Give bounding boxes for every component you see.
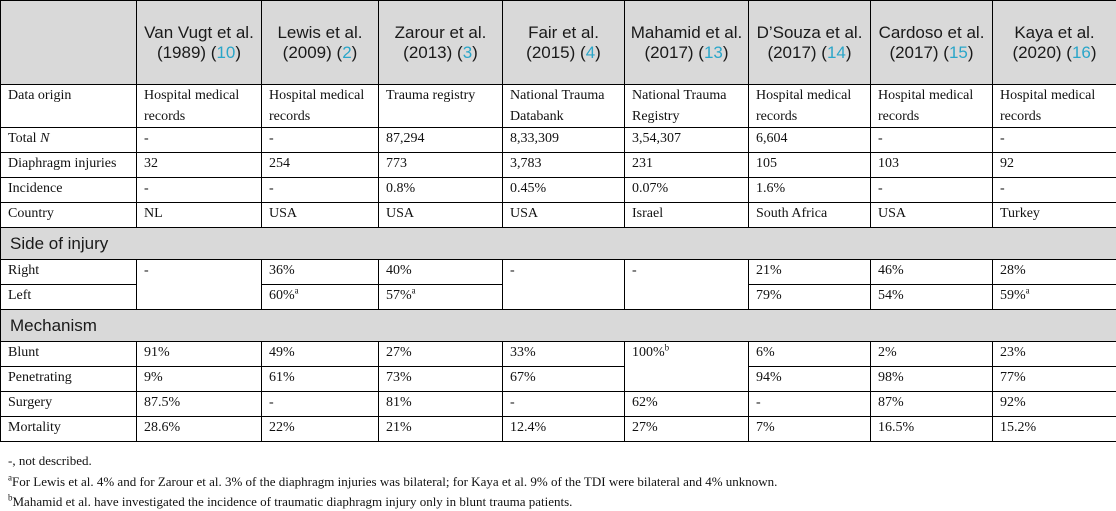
table-cell: 773 xyxy=(379,153,503,178)
table-cell: 40% xyxy=(379,260,503,285)
table-cell: USA xyxy=(503,203,625,228)
table-cell: - xyxy=(262,178,379,203)
table-row-total-n xyxy=(1,128,1116,153)
table-cell: 59%$^a$ xyxy=(993,285,1116,310)
table-cell: - xyxy=(503,260,625,310)
footnote-dash: -, not described. xyxy=(8,453,92,468)
table-cell: - xyxy=(503,392,625,417)
table-cell: 28% xyxy=(993,260,1116,285)
table-cell: National Trauma Registry xyxy=(625,85,749,128)
table-cell: Hospital medical records xyxy=(993,85,1116,128)
table-cell: 103 xyxy=(871,153,993,178)
column-header: Kaya et al. (2020) (16) xyxy=(993,1,1116,85)
table-cell: 27% xyxy=(625,417,749,442)
column-header: Zarour et al. (2013) (3) xyxy=(379,1,503,85)
column-header: Van Vugt et al. (1989) (10) xyxy=(137,1,262,85)
reference-link[interactable]: 10 xyxy=(216,42,236,62)
table-row-incidence xyxy=(1,178,1116,203)
row-label: Country xyxy=(1,203,137,228)
table-cell: 100%$^b$ xyxy=(625,342,749,392)
corner-header xyxy=(1,1,137,85)
table-cell: 87% xyxy=(871,392,993,417)
row-label: Penetrating xyxy=(1,367,137,392)
table-cell: 79% xyxy=(749,285,871,310)
row-label: Mortality xyxy=(1,417,137,442)
table-cell: - xyxy=(871,128,993,153)
table-cell: 77% xyxy=(993,367,1116,392)
footnote-b: $^b$Mahamid et al. have investigated the incidence of traumatic diaphragm injury only in blunt trauma patients. xyxy=(8,492,573,509)
table-cell: 92 xyxy=(993,153,1116,178)
table-cell: 16.5% xyxy=(871,417,993,442)
table-cell: 231 xyxy=(625,153,749,178)
section-row-side-of-injury xyxy=(1,228,1116,260)
table-cell: 61% xyxy=(262,367,379,392)
table-cell: Turkey xyxy=(993,203,1116,228)
table-cell: 87,294 xyxy=(379,128,503,153)
table-cell: Hospital medical records xyxy=(262,85,379,128)
table-cell: 12.4% xyxy=(503,417,625,442)
table-cell: - xyxy=(137,178,262,203)
table-cell: Hospital medical records xyxy=(749,85,871,128)
table-cell: - xyxy=(625,260,749,310)
table-cell: 49% xyxy=(262,342,379,367)
table-cell: 33% xyxy=(503,342,625,367)
table-cell: NL xyxy=(137,203,262,228)
table-cell: 21% xyxy=(379,417,503,442)
table-cell: 94% xyxy=(749,367,871,392)
table-cell: 6% xyxy=(749,342,871,367)
table-cell: - xyxy=(137,128,262,153)
row-label: Data origin xyxy=(1,85,137,128)
row-label: Surgery xyxy=(1,392,137,417)
table-cell: USA xyxy=(871,203,993,228)
table-cell: 15.2% xyxy=(993,417,1116,442)
table-cell: 2% xyxy=(871,342,993,367)
reference-link[interactable]: 4 xyxy=(585,42,596,62)
table-cell: 1.6% xyxy=(749,178,871,203)
table-cell: - xyxy=(993,178,1116,203)
table-row-surgery xyxy=(1,392,1116,417)
reference-link[interactable]: 15 xyxy=(948,42,968,62)
table-cell: 105 xyxy=(749,153,871,178)
table-cell: National Trauma Databank xyxy=(503,85,625,128)
table-cell: 73% xyxy=(379,367,503,392)
table-cell: South Africa xyxy=(749,203,871,228)
table-cell: 9% xyxy=(137,367,262,392)
reference-link[interactable]: 16 xyxy=(1071,42,1091,62)
table-cell: 21% xyxy=(749,260,871,285)
reference-link[interactable]: 3 xyxy=(462,42,473,62)
column-header: D’Souza et al. (2017) (14) xyxy=(749,1,871,85)
column-header: Lewis et al. (2009) (2) xyxy=(262,1,379,85)
table-cell: Israel xyxy=(625,203,749,228)
column-header: Mahamid et al. (2017) (13) xyxy=(625,1,749,85)
column-header: Fair et al. (2015) (4) xyxy=(503,1,625,85)
table-cell: USA xyxy=(379,203,503,228)
table-cell: 7% xyxy=(749,417,871,442)
table-cell: - xyxy=(262,128,379,153)
table-cell: - xyxy=(262,392,379,417)
table-cell: 62% xyxy=(625,392,749,417)
table-cell: 81% xyxy=(379,392,503,417)
table-cell: 22% xyxy=(262,417,379,442)
row-label: Incidence xyxy=(1,178,137,203)
table-cell: 0.07% xyxy=(625,178,749,203)
row-label: Right xyxy=(1,260,137,285)
table-cell: 54% xyxy=(871,285,993,310)
table-cell: 8,33,309 xyxy=(503,128,625,153)
table-cell: 0.8% xyxy=(379,178,503,203)
table-row-blunt xyxy=(1,342,1116,367)
header-row xyxy=(1,1,1116,85)
row-label: Left xyxy=(1,285,137,310)
section-title: Side of injury xyxy=(1,228,1116,260)
table-cell: 6,604 xyxy=(749,128,871,153)
table-cell: 91% xyxy=(137,342,262,367)
table-cell: 36% xyxy=(262,260,379,285)
table-cell: 87.5% xyxy=(137,392,262,417)
row-label: Diaphragm injuries xyxy=(1,153,137,178)
table-cell: 3,783 xyxy=(503,153,625,178)
reference-link[interactable]: 13 xyxy=(703,42,723,62)
table-cell: 98% xyxy=(871,367,993,392)
table-cell: 254 xyxy=(262,153,379,178)
table-cell: 46% xyxy=(871,260,993,285)
table-cell: USA xyxy=(262,203,379,228)
section-row-mechanism xyxy=(1,310,1116,342)
table-cell: 60%$^a$ xyxy=(262,285,379,310)
reference-link[interactable]: 2 xyxy=(342,42,352,62)
column-header: Cardoso et al. (2017) (15) xyxy=(871,1,993,85)
table-cell: 28.6% xyxy=(137,417,262,442)
table-row-mortality xyxy=(1,417,1116,442)
table-cell: 67% xyxy=(503,367,625,392)
table-cell: 23% xyxy=(993,342,1116,367)
footnote-a: $^a$For Lewis et al. 4% and for Zarour et al. 3% of the diaphragm injuries was bilateral; for Kaya et al. 9% of the TDI were bilateral and 4% unknown. xyxy=(8,472,778,489)
table-row-data-origin xyxy=(1,85,1116,128)
table-cell: Hospital medical records xyxy=(137,85,262,128)
table-cell: - xyxy=(871,178,993,203)
row-label: Blunt xyxy=(1,342,137,367)
table-row-country xyxy=(1,203,1116,228)
table-cell: Hospital medical records xyxy=(871,85,993,128)
table-cell: Trauma registry xyxy=(379,85,503,128)
reference-link[interactable]: 14 xyxy=(826,42,846,62)
table-cell: 27% xyxy=(379,342,503,367)
table-cell: 0.45% xyxy=(503,178,625,203)
table-row-diaphragm-injuries xyxy=(1,153,1116,178)
table-cell: 32 xyxy=(137,153,262,178)
table-cell: - xyxy=(749,392,871,417)
table-cell: 57%$^a$ xyxy=(379,285,503,310)
table-cell: 92% xyxy=(993,392,1116,417)
table-row-penetrating xyxy=(1,367,1116,392)
section-title: Mechanism xyxy=(1,310,1116,342)
table-cell: 3,54,307 xyxy=(625,128,749,153)
table-cell: - xyxy=(993,128,1116,153)
row-label: Total N xyxy=(1,128,137,153)
table-cell: - xyxy=(137,260,262,310)
table-row-right xyxy=(1,260,1116,285)
